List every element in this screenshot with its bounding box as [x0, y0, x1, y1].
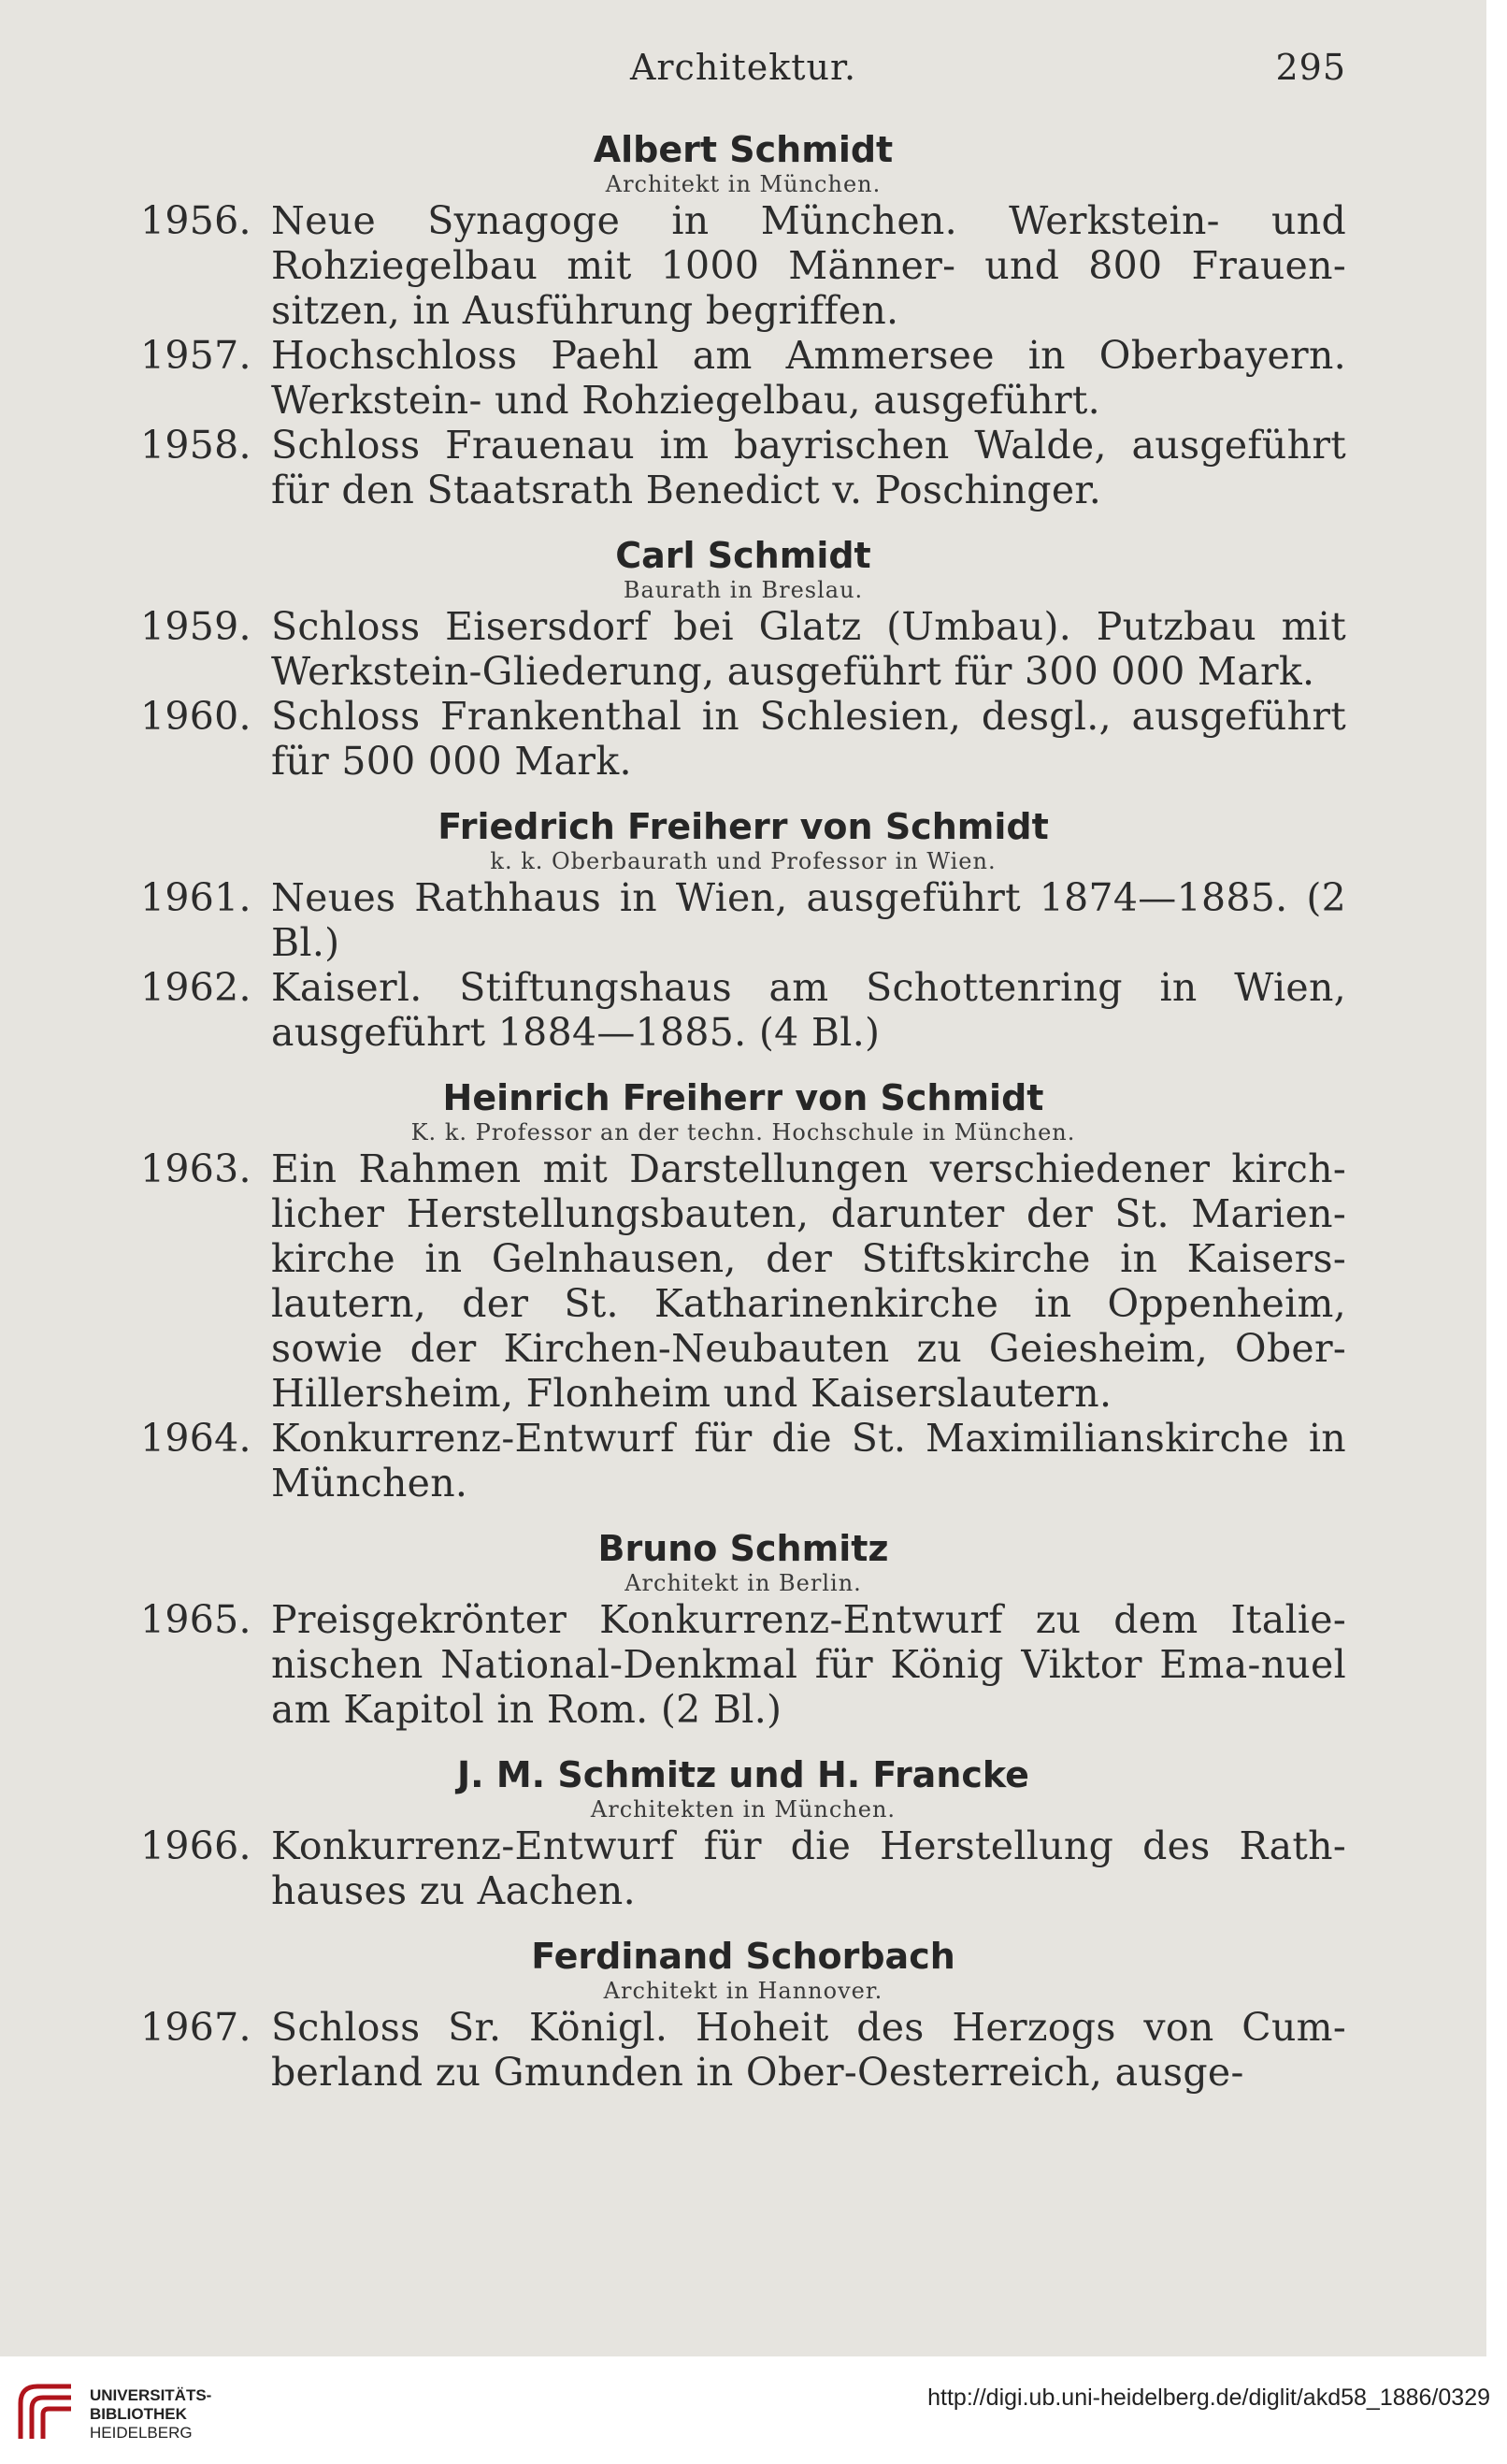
entry-text: Neue Synagoge in München. Werkstein- und Rohziegelbau mit 1000 Männer- und 800 Frauen-sitzen, in Ausführung begriffen. — [271, 198, 1346, 333]
entry-text: Neues Rathhaus in Wien, ausgeführt 1874—1885. (2 Bl.) — [271, 875, 1346, 965]
catalog-entry — [140, 965, 1346, 1055]
entry-number: 1962. — [140, 965, 251, 1010]
architect-name: Ferdinand Schorbach — [531, 1936, 955, 1977]
page-header — [140, 47, 1346, 112]
entry-text: Schloss Sr. Königl. Hoheit des Herzogs von Cum-berland zu Gmunden in Ober-Oesterreich, ausge- — [271, 2005, 1346, 2095]
architect-name: Carl Schmidt — [615, 535, 871, 576]
section-schmitz-francke — [140, 1754, 1346, 1913]
library-name-line: BIBLIOTHEK — [90, 2405, 187, 2423]
viewer-footer — [0, 2356, 1507, 2464]
page-content — [140, 47, 1346, 2095]
architect-name: Bruno Schmitz — [597, 1528, 889, 1569]
catalog-entry — [140, 875, 1346, 965]
entry-text: Schloss Frankenthal in Schlesien, desgl., ausgeführt für 500 000 Mark. — [271, 694, 1346, 784]
architect-title: Architekt in Berlin. — [624, 1570, 862, 1596]
section-heinrich-von-schmidt — [140, 1077, 1346, 1506]
architect-name: Friedrich Freiherr von Schmidt — [438, 806, 1049, 847]
section-albert-schmidt — [140, 129, 1346, 512]
entry-text: Schloss Frauenau im bayrischen Walde, ausgeführt für den Staatsrath Benedict v. Poschinger. — [271, 423, 1346, 512]
entry-number: 1965. — [140, 1597, 251, 1642]
architect-title: k. k. Oberbaurath und Professor in Wien. — [490, 848, 997, 874]
catalog-entry — [140, 604, 1346, 694]
catalog-entry — [140, 1416, 1346, 1506]
architect-title: K. k. Professor an der techn. Hochschule in München. — [410, 1119, 1076, 1146]
catalog-entry — [140, 694, 1346, 784]
entry-number: 1966. — [140, 1823, 251, 1868]
section-friedrich-von-schmidt — [140, 806, 1346, 1055]
section-bruno-schmitz — [140, 1528, 1346, 1732]
entry-text: Konkurrenz-Entwurf für die Herstellung des Rath-hauses zu Aachen. — [271, 1823, 1346, 1913]
architect-title: Architekten in München. — [590, 1796, 897, 1823]
entry-number: 1967. — [140, 2005, 251, 2050]
entry-number: 1958. — [140, 423, 251, 468]
entry-text: Preisgekrönter Konkurrenz-Entwurf zu dem Italie-nischen National-Denkmal für König Viktor Ema-nuel am Kapitol in Rom. (2 Bl.) — [271, 1597, 1346, 1732]
architect-title: Baurath in Breslau. — [623, 577, 864, 603]
entry-number: 1961. — [140, 875, 251, 920]
architect-name: Heinrich Freiherr von Schmidt — [442, 1077, 1044, 1118]
running-title: Architektur. — [629, 47, 857, 88]
architect-title: Architekt in Hannover. — [603, 1978, 883, 2004]
page-number: 295 — [1275, 47, 1346, 88]
entry-text: Schloss Eisersdorf bei Glatz (Umbau). Putzbau mit Werkstein-Gliederung, ausgeführt für 300 000 Mark. — [271, 604, 1346, 694]
library-name-line: HEIDELBERG — [90, 2424, 193, 2442]
catalog-entry — [140, 2005, 1346, 2095]
entry-number: 1959. — [140, 604, 251, 649]
permalink-url[interactable]: http://digi.ub.uni-heidelberg.de/diglit/akd58_1886/0329 — [927, 2385, 1490, 2411]
entry-text: Kaiserl. Stiftungshaus am Schottenring in Wien, ausgeführt 1884—1885. (4 Bl.) — [271, 965, 1346, 1055]
entry-number: 1960. — [140, 694, 251, 739]
architect-name: J. M. Schmitz und H. Francke — [457, 1754, 1029, 1795]
entry-number: 1957. — [140, 333, 251, 378]
library-name-line: UNIVERSITÄTS- — [90, 2386, 212, 2404]
catalog-entry — [140, 423, 1346, 512]
catalog-entry — [140, 1823, 1346, 1913]
page-edge — [1486, 0, 1507, 2356]
section-carl-schmidt — [140, 535, 1346, 784]
library-name — [90, 2386, 211, 2442]
entry-number: 1964. — [140, 1416, 251, 1461]
entry-text: Ein Rahmen mit Darstellungen verschiedener kirch-licher Herstellungsbauten, darunter der St. Marien-kirche in Gelnhausen, der Stiftskirche in Kaisers-lautern, der St. Katharinenkirche in Oppenheim, sowie der Kirchen-Neubauten zu Geiesheim, Ober-Hillersheim, Flonheim und Kaiserslautern. — [271, 1146, 1346, 1416]
entry-number: 1963. — [140, 1146, 251, 1191]
catalog-entry — [140, 333, 1346, 423]
catalog-entry — [140, 198, 1346, 333]
entry-text: Konkurrenz-Entwurf für die St. Maximilianskirche in München. — [271, 1416, 1346, 1506]
section-ferdinand-schorbach — [140, 1936, 1346, 2095]
entry-text: Hochschloss Paehl am Ammersee in Oberbayern. Werkstein- und Rohziegelbau, ausgeführt. — [271, 333, 1346, 423]
catalog-entry — [140, 1146, 1346, 1416]
catalog-entry — [140, 1597, 1346, 1732]
architect-title: Architekt in München. — [605, 171, 882, 197]
library-logo-icon — [13, 2377, 79, 2444]
entry-number: 1956. — [140, 198, 251, 243]
architect-name: Albert Schmidt — [593, 129, 894, 170]
